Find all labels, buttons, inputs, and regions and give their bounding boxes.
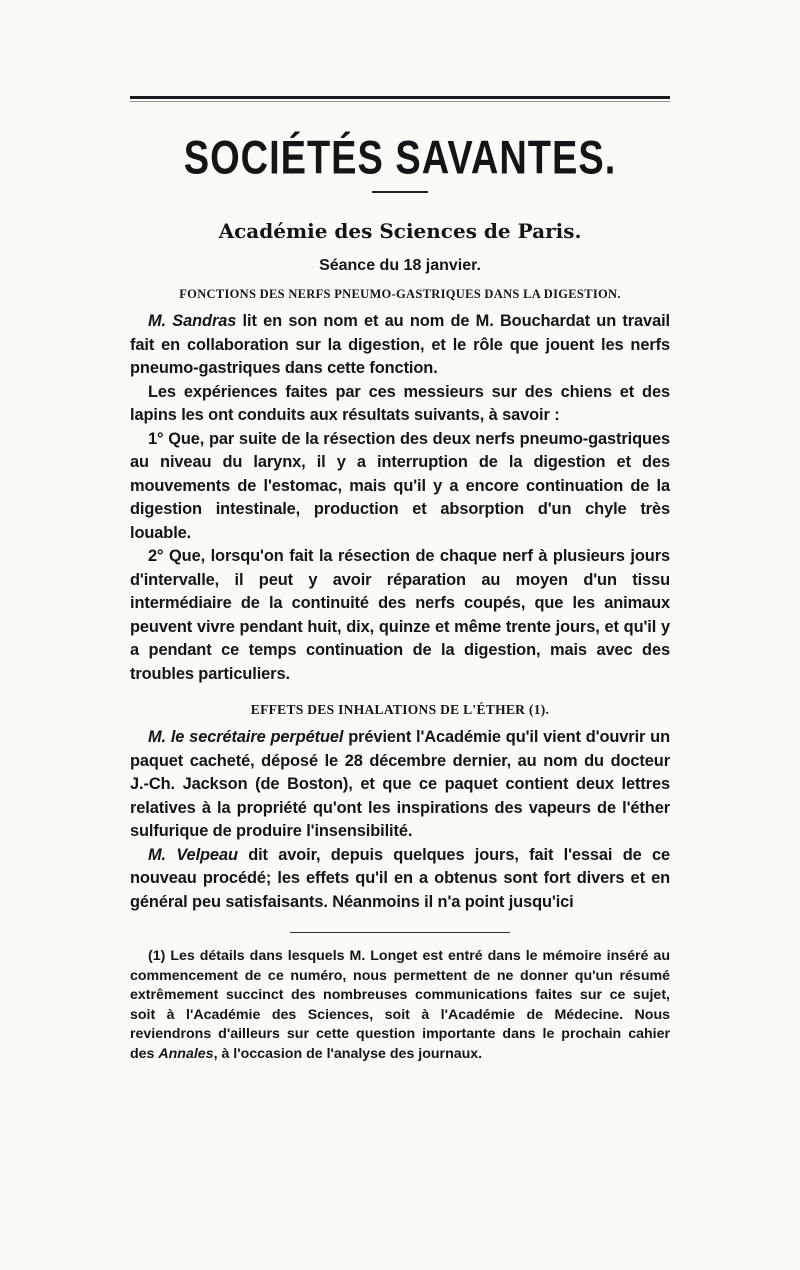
- author-name: M. Velpeau: [148, 845, 238, 864]
- page: [130, 96, 670, 1064]
- paragraph: 2° Que, lorsqu'on fait la résection de chaque nerf à plusieurs jours d'intervalle, il peut y avoir réparation au moyen d'un tissu intermédiaire de la continuité des nerfs coupés, que les animaux peuvent vivre pendant huit, dix, quinze et même trente jours, et qu'il y a pendant ce temps continuation de la digestion, mais avec des troubles particuliers.: [130, 547, 670, 683]
- session-date: Séance du 18 janvier.: [319, 257, 481, 274]
- header-rule: [130, 96, 670, 99]
- footnote: [130, 947, 670, 1064]
- paragraph: [130, 726, 670, 844]
- header-rule-thin: [130, 101, 670, 102]
- title-divider: [372, 191, 428, 193]
- paragraph: Les expériences faites par ces messieurs sur des chiens et des lapins les ont conduits aux résultats suivants, à savoir :: [130, 382, 670, 424]
- section-heading-ether: EFFETS DES INHALATIONS DE L'ÉTHER (1).: [250, 702, 550, 717]
- paragraph: [130, 310, 670, 381]
- paragraph: [130, 844, 670, 915]
- journal-title: Annales: [158, 1045, 214, 1062]
- paragraph: 1° Que, par suite de la résection des deux nerfs pneumo-gastriques au niveau du larynx, il y a interruption de la digestion et des mouvements de l'estomac, mais qu'il y a encore continuation de la digestion intestinale, production et absorption d'un chyle très louable.: [130, 429, 670, 542]
- footnote-text: (1) Les détails dans lesquels M. Longet est entré dans le mémoire inséré au commencement de ce numéro, nous permettent de ne donner qu'un résumé extrêmement succinct des nombreuses communications faites sur ce sujet, soit à l'Académie des Sciences, soit à l'Académie de Médecine. Nous reviendrons d'ailleurs sur cette question importante dans le prochain cahier des: [130, 948, 670, 1062]
- page-title: SOCIÉTÉS SAVANTES.: [183, 132, 617, 185]
- author-name: M. Sandras: [148, 312, 237, 330]
- paragraph-text: dit avoir, depuis quelques jours, fait l'essai de ce nouveau procédé; les effets qu'il en a obtenus sont fort divers et en général peu satisfaisants. Néanmoins il n'a point jusqu'ici: [130, 845, 670, 911]
- paragraph-text: lit en son nom et au nom de M. Bouchardat un travail fait en collaboration sur la digestion, et le rôle que jouent les nerfs pneumo-gastriques dans cette fonction.: [130, 312, 670, 377]
- section-heading-digestion: FONCTIONS DES NERFS PNEUMO-GASTRIQUES DANS LA DIGESTION.: [179, 287, 621, 301]
- author-name: M. le secrétaire perpétuel: [148, 728, 344, 746]
- academy-heading: Académie des Sciences de Paris.: [218, 219, 582, 243]
- footnote-text-end: , à l'occasion de l'analyse des journaux.: [213, 1045, 483, 1062]
- footnote-divider: [290, 932, 510, 933]
- paragraph-text: prévient l'Académie qu'il vient d'ouvrir un paquet cacheté, déposé le 28 décembre dernier, au nom du docteur J.-Ch. Jackson (de Boston), et que ce paquet contient deux lettres relatives à la propriété qu'ont les inspirations des vapeurs de l'éther sulfurique de produire l'insensibilité.: [130, 728, 670, 840]
